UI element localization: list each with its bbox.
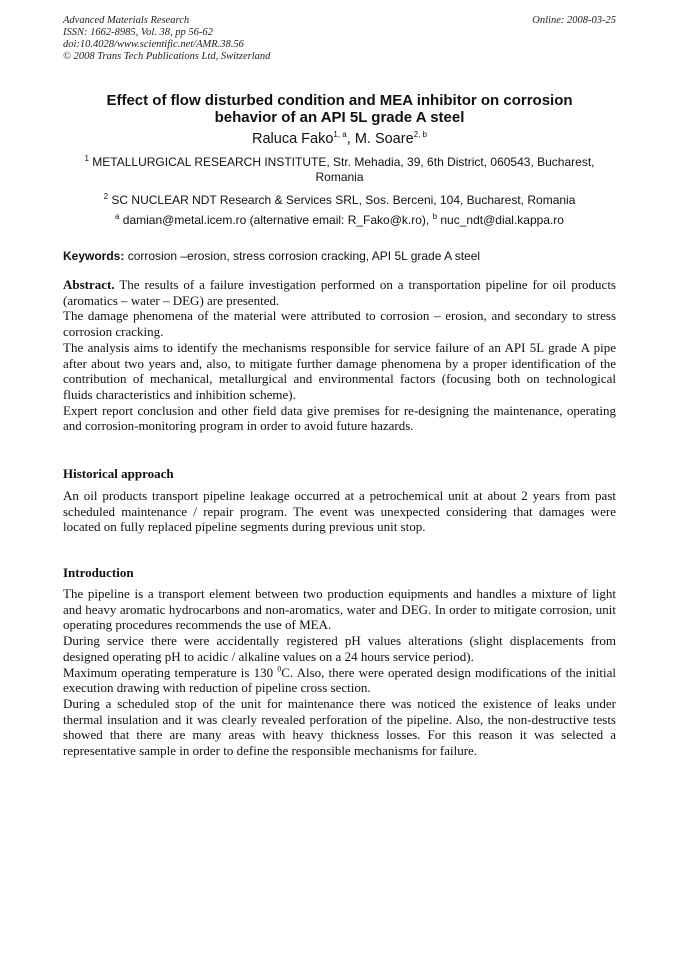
abstract — [63, 277, 616, 434]
affiliation-1-line-2: Romania — [315, 170, 364, 184]
affiliation-2 — [63, 193, 616, 208]
author-2-sup: 2, b — [413, 130, 427, 140]
email-a: damian@metal.icem.ro (alternative email: R_Fako@k.ro), — [119, 213, 433, 227]
journal-doi: doi:10.4028/www.scientific.net/AMR.38.56 — [63, 39, 244, 50]
introduction-paragraph-3 — [63, 665, 616, 696]
abstract-paragraph-4: Expert report conclusion and other field data give premises for re-designing the maintenance, operating and corrosion-monitoring program in order to avoid future hazards. — [63, 402, 616, 434]
keywords-text: corrosion –erosion, stress corrosion cracking, API 5L grade A steel — [124, 249, 481, 263]
introduction-paragraph-3-b: C. Also, there were operated design modifications of the initial execution drawing with reduction of pipeline cross section. — [63, 664, 616, 696]
author-1-sup: 1, a — [333, 130, 347, 140]
affiliation-1-line-1: METALLURGICAL RESEARCH INSTITUTE, Str. Mehadia, 39, 6th District, 060543, Bucharest, — [88, 155, 595, 169]
authors — [63, 131, 616, 148]
affiliation-1-sup: 1 — [84, 154, 89, 163]
journal-copyright: © 2008 Trans Tech Publications Ltd, Switzerland — [63, 51, 271, 62]
email-b-sup: b — [432, 212, 438, 221]
author-2: M. Soare — [354, 131, 414, 147]
paper-title — [63, 92, 616, 126]
introduction-paragraph-1: The pipeline is a transport element between two production equipments and handles a mixture of light and heavy aromatic hydrocarbons and non-aromatics, water and DEG. In order to mitigate corrosion, unit operating procedures recommends the use of MEA. — [63, 586, 616, 633]
introduction-section — [63, 586, 616, 759]
abstract-paragraph-1: The results of a failure investigation performed on a transportation pipeline for oil products (aromatics – water – DEG) are presented. — [63, 277, 616, 308]
affiliation-2-text: SC NUCLEAR NDT Research & Services SRL, Sos. Berceni, 104, Bucharest, Romania — [108, 193, 576, 207]
author-1: Raluca Fako — [252, 131, 334, 147]
author-emails — [63, 213, 616, 228]
historical-heading: Historical approach — [63, 466, 174, 481]
keywords — [63, 249, 616, 264]
introduction-paragraph-4: During a scheduled stop of the unit for maintenance there was noticed the existence of leaks under thermal insulation and it was clearly revealed perforation of the pipeline. Also, the non-destructive tests showed that there are many areas with heavy thickness losses. For this reason it was selected a representative sample in order to define the responsible mechanisms for failure. — [63, 695, 616, 759]
email-b: nuc_ndt@dial.kappa.ro — [437, 213, 564, 227]
affiliation-2-sup: 2 — [103, 192, 109, 201]
historical-paragraph-1: An oil products transport pipeline leakage occurred at a petrochemical unit at about 2 years from past scheduled maintenance / repair program. The event was unexpected considering that damages were located on fully replaced pipeline segments during previous unit stop. — [63, 488, 616, 535]
introduction-paragraph-2: During service there were accidentally registered pH values alterations (slight displacements from designed operating pH to acidic / alkaline values on a 24 hours service period). — [63, 633, 616, 664]
title-line-2: behavior of an API 5L grade A steel — [214, 109, 465, 126]
degree-sup: 0 — [277, 664, 282, 674]
abstract-paragraph-2: The damage phenomena of the material were attributed to corrosion – erosion, and secondary to stress corrosion cracking. — [63, 308, 616, 340]
title-line-1: Effect of flow disturbed condition and MEA inhibitor on corrosion — [106, 92, 573, 109]
author-separator: , — [346, 131, 355, 147]
abstract-paragraph-3: The analysis aims to identify the mechanisms responsible for service failure of an API 5L grade A pipe after about two years and, also, to mitigate further damage phenomena by a proper identification of the contribution of mechanical, metallurgical and environmental factors (focusing both on technological fluids characteristics and inhibition scheme). — [63, 339, 616, 402]
journal-name: Advanced Materials Research — [63, 15, 190, 26]
historical-section — [63, 488, 616, 535]
keywords-label: Keywords: — [63, 249, 125, 263]
introduction-heading: Introduction — [63, 565, 134, 580]
abstract-label: Abstract. — [63, 277, 115, 292]
introduction-paragraph-3-a: Maximum operating temperature is 130 — [63, 664, 278, 680]
journal-header — [63, 15, 616, 63]
journal-issn: ISSN: 1662-8985, Vol. 38, pp 56-62 — [63, 27, 213, 38]
affiliation-1 — [63, 155, 616, 185]
online-date: Online: 2008-03-25 — [532, 15, 616, 26]
email-a-sup: a — [115, 212, 120, 221]
